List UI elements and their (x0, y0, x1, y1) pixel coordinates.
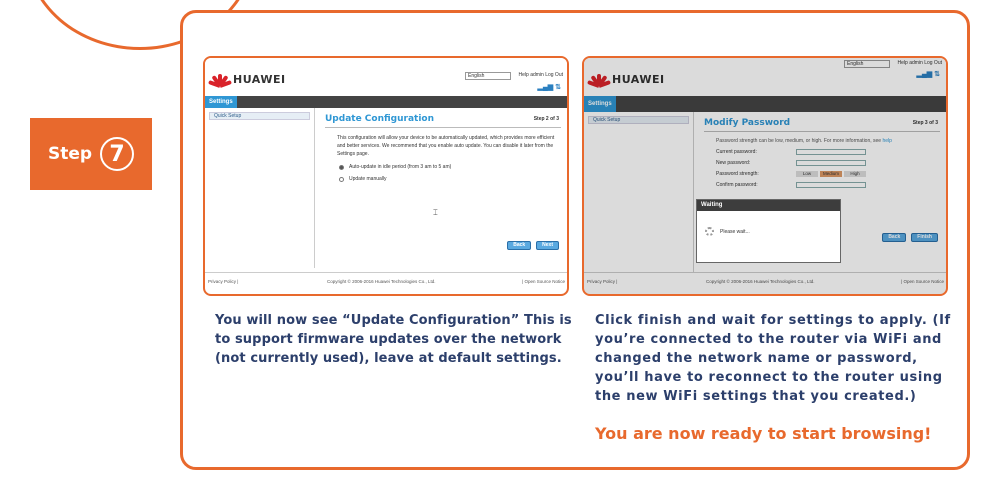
open-source-link[interactable]: | Open Source Notice (901, 279, 944, 284)
tab-settings[interactable]: Settings (205, 96, 237, 108)
cursor-icon: ⌶ (433, 208, 438, 217)
update-config-content (325, 114, 561, 248)
step-label: Step (47, 144, 93, 164)
strength-high: High (844, 171, 866, 177)
tab-settings[interactable]: Settings (584, 96, 616, 112)
new-password-label: New password: (716, 160, 751, 166)
logo-text: HUAWEI (612, 72, 665, 86)
wizard-buttons (507, 241, 559, 250)
strength-label: Password strength: (716, 171, 759, 177)
next-button[interactable]: Next (536, 241, 559, 250)
huawei-petals-icon (211, 72, 229, 86)
config-description: This configuration will allow your device to be automatically updated, which provides more efficient and better services. We recommend that you enable auto update. You can disable it later from the Settings page. (337, 135, 555, 157)
page-title: Update Configuration (325, 114, 435, 124)
top-links[interactable]: Help admin Log Out (897, 60, 942, 66)
step-indicator: Step 2 of 3 (533, 116, 559, 122)
back-button[interactable]: Back (507, 241, 531, 250)
privacy-link[interactable]: Privacy Policy | (208, 279, 239, 284)
router-sidebar (205, 108, 315, 268)
confirm-password-label: Confirm password: (716, 182, 758, 188)
huawei-logo (211, 72, 286, 86)
copyright: Copyright © 2006-2016 Huawei Technologies Co., Ltd. (327, 279, 436, 284)
caption-right: Click finish and wait for settings to apply. (If you’re connected to the router via WiFi and changed the network name or password, you’ll have to reconnect to the router using the new WiFi settings that you created.) (595, 313, 951, 404)
router-header (205, 58, 567, 96)
option-auto-update[interactable] (339, 164, 561, 170)
language-select[interactable]: English (465, 72, 511, 80)
option-manual-update[interactable] (339, 176, 561, 182)
step-badge (30, 118, 152, 190)
sidebar-item-quick-setup[interactable]: Quick Setup (588, 116, 689, 124)
radio-selected-icon[interactable] (339, 165, 344, 170)
dialog-body (697, 211, 840, 252)
current-password-label: Current password: (716, 149, 757, 155)
top-links[interactable]: Help admin Log Out (518, 72, 563, 78)
step-indicator: Step 3 of 3 (912, 120, 938, 126)
screenshot-update-configuration (203, 56, 569, 296)
router-body (205, 108, 567, 268)
ready-message: You are now ready to start browsing! (595, 424, 932, 443)
step-number: 7 (100, 137, 134, 171)
dialog-title: Waiting (697, 200, 840, 211)
screenshot-modify-password (582, 56, 948, 296)
dialog-message: Please wait... (720, 228, 750, 235)
waiting-dialog (696, 199, 841, 263)
router-nav (205, 96, 567, 108)
router-footer (205, 272, 567, 294)
password-hint-text: Password strength can be low, medium, or high. For more information, see (716, 138, 882, 144)
signal-icon: ▂▄▆ ⇅ (537, 84, 561, 91)
option-auto-label: Auto-update in idle period (from 3 am to 5 am) (349, 164, 452, 170)
finish-button[interactable]: Finish (911, 233, 938, 242)
logo-text: HUAWEI (233, 72, 286, 86)
strength-low: Low (796, 171, 818, 177)
caption-left: You will now see “Update Configuration” This is to support firmware updates over the network (not currently used), leave at default settings. (215, 313, 572, 366)
signal-icon: ▂▄▆ ⇅ (916, 71, 940, 78)
open-source-link[interactable]: | Open Source Notice (522, 279, 565, 284)
option-manual-label: Update manually (349, 176, 387, 182)
divider (325, 127, 561, 128)
help-link[interactable]: help (882, 138, 892, 144)
privacy-link[interactable]: Privacy Policy | (587, 279, 618, 284)
copyright: Copyright © 2006-2016 Huawei Technologies Co., Ltd. (706, 279, 815, 284)
radio-unselected-icon[interactable] (339, 177, 344, 182)
spinner-icon (705, 227, 714, 236)
strength-medium: Medium (820, 171, 842, 177)
language-select[interactable]: English (844, 60, 890, 68)
page-title: Modify Password (704, 118, 791, 128)
sidebar-item-quick-setup[interactable]: Quick Setup (209, 112, 310, 120)
back-button[interactable]: Back (882, 233, 906, 242)
